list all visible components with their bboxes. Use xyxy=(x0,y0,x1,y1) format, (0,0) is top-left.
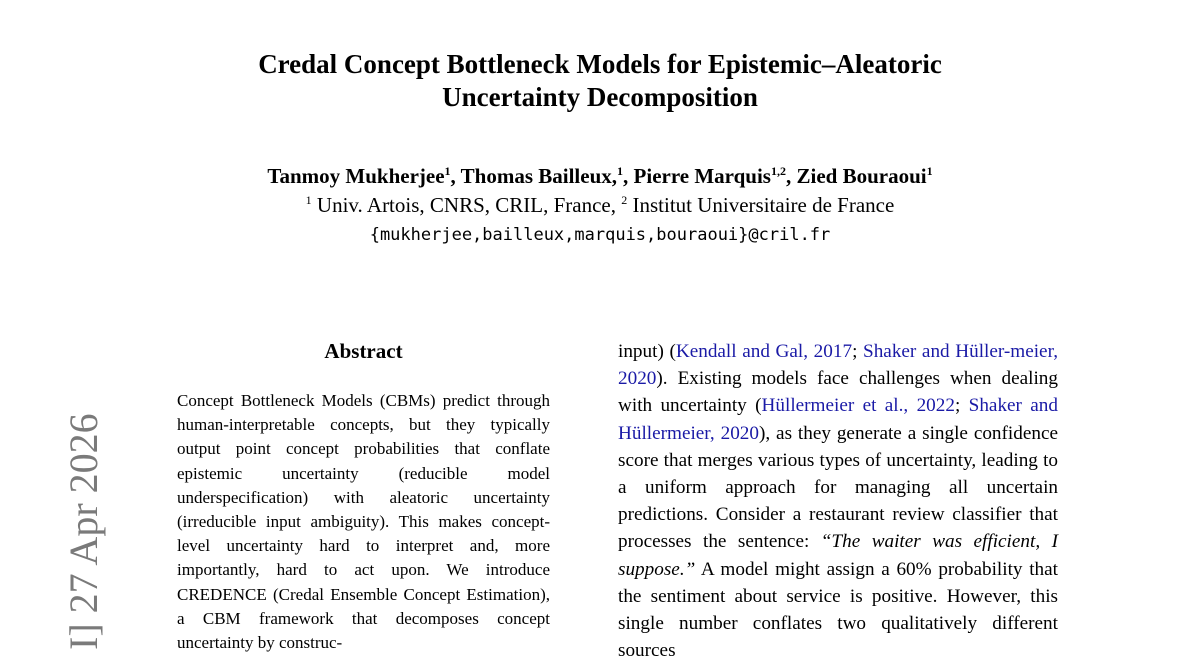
citation-separator: ; xyxy=(852,341,864,362)
author-list: Tanmoy Mukherjee$^1$, Thomas Bailleux,$^1$, Pierre Marquis$^{1,2}$, Zied Bouraoui$^1$ xyxy=(267,164,933,188)
author-affiliation-mark: 1 xyxy=(444,164,451,178)
citation-link[interactable]: Shaker and Hüller-meier, 2020 xyxy=(618,341,1058,390)
author-emails: {mukherjee,bailleux,marquis,bouraoui}@cril.fr xyxy=(369,225,831,245)
author-affiliation-mark: 1 xyxy=(926,164,933,178)
author-name: Zied Bouraoui xyxy=(796,164,927,188)
body-text-segment: ). Existing models face challenges when dealing with uncertainty ( xyxy=(618,368,1058,417)
author-name: Pierre Marquis xyxy=(633,164,771,188)
body-text-segment: input) ( xyxy=(618,341,676,362)
body-paragraph xyxy=(618,338,1058,664)
body-text-segment: ), as they generate a single confidence score that merges various types of uncertainty, leading to a uniform approach for managing all uncertain predictions. Consider a restaurant review classifier that processes the sentence: xyxy=(618,422,1058,553)
paper-title xyxy=(150,48,1050,114)
citation-link[interactable]: Shaker and Hüllermeier, 2020 xyxy=(618,395,1058,444)
body-text-segment: A model might assign a 60% probability that the sentiment about service is positive. However, this single number conflates two qualitatively different sources xyxy=(618,558,1058,662)
affiliation-mark: 2 xyxy=(621,193,628,207)
abstract-heading: Abstract xyxy=(324,339,403,363)
arxiv-identifier-stamp: I] 27 Apr 2026 xyxy=(61,413,106,650)
author-name: Tanmoy Mukherjee xyxy=(267,164,445,188)
affiliation-1: Univ. Artois, CNRS, CRIL, France, xyxy=(316,193,616,217)
affiliation-mark: 1 xyxy=(305,193,312,207)
abstract-paragraph: Concept Bottleneck Models (CBMs) predict through human-interpretable concepts, but they typically output point concept probabilities that conflate epistemic uncertainty (reducible model underspecification) with aleatoric uncertainty (irreducible input ambiguity). This makes concept-level uncertainty hard to interpret and, more importantly, hard to act upon. We introduce CREDENCE (Credal Ensemble Concept Estimation), a CBM framework that decomposes concept uncertainty by construc- xyxy=(177,391,550,653)
author-affiliation-mark: 1,2 xyxy=(770,164,786,178)
title-line-1: Credal Concept Bottleneck Models for Epistemic–Aleatoric xyxy=(258,49,942,79)
citation-separator: ; xyxy=(954,395,969,417)
citation-link[interactable]: Kendall and Gal, 2017 xyxy=(675,341,853,362)
affiliation-2: Institut Universitaire de France xyxy=(632,193,895,217)
author-name: Thomas Bailleux, xyxy=(460,164,618,188)
title-line-2: Uncertainty Decomposition xyxy=(442,82,758,112)
author-affiliation-mark: 1 xyxy=(617,164,624,178)
citation-link[interactable]: Hüllermeier et al., 2022 xyxy=(761,395,955,417)
example-quote: “The waiter was efficient, I suppose.” xyxy=(618,531,1058,580)
affiliations xyxy=(100,191,1100,219)
